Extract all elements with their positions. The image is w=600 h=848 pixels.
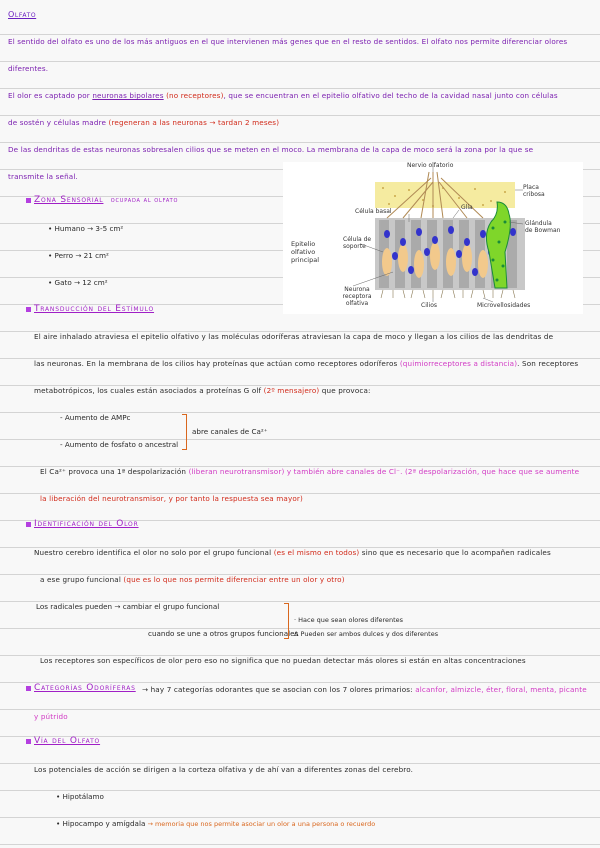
intro-line-4: de sostén y células madre (regeneran a las neuronas → tardan 2 meses) <box>8 118 280 127</box>
section-heading-identificacion: Identificación del Olor <box>34 519 139 529</box>
bracket <box>182 414 187 450</box>
figure-label-glandula: Glándula de Bowman <box>525 220 561 234</box>
intro-line-5: De las dendritas de estas neuronas sobresalen cilios que se meten en el moco. La membrana de la capa de moco será la zona por la que se <box>8 145 534 154</box>
transduction-line-1: El aire inhalado atraviesa el epitelio olfativo y las moléculas odoríferas atraviesan la capa de moco y llegan a los cilios de las dendritas de <box>34 332 554 341</box>
intro-line-6: transmite la señal. <box>8 172 78 181</box>
transduction-line-5: la liberación del neurotransmisor, y por tanto la respuesta sea mayor) <box>40 494 303 503</box>
identification-line-1: Nuestro cerebro identifica el olor no solo por el grupo funcional (es el mismo en todos) sino que es necesario que lo acompañen radicales <box>34 548 551 557</box>
radicales-note-2: Δ Pueden ser ambos dulces y dos diferentes <box>294 630 439 638</box>
bracket-note: abre canales de Ca²⁺ <box>192 427 268 436</box>
figure-label-placa: Placa cribosa <box>523 184 545 198</box>
intro-line-2: diferentes. <box>8 64 49 73</box>
identification-line-2: a ese grupo funcional (que es lo que nos permite diferenciar entre un olor y otro) <box>40 575 345 584</box>
section-bullet <box>26 686 31 691</box>
section-bullet <box>26 307 31 312</box>
list-item-hipotalamo: • Hipotálamo <box>56 792 104 801</box>
intro-line-1: El sentido del olfato es uno de los más antiguos en el que intervienen más genes que en el resto de sentidos. El olfato nos permite diferenciar olores <box>8 37 568 46</box>
figure-label-neurona: Neurona receptora olfativa <box>342 286 372 307</box>
section-heading-via: Vía del Olfato <box>34 736 101 746</box>
section-heading-zona: Zona Sensorial ocupada al olfato <box>34 195 179 205</box>
radicales-note-1: · Hace que sean olores diferentes <box>294 616 404 624</box>
page-title: Olfato <box>8 10 37 19</box>
figure-label-nervio: Nervio olfatorio <box>407 162 454 169</box>
section-bullet <box>26 739 31 744</box>
list-item: • Humano → 3-5 cm² <box>48 224 124 233</box>
categories-line-1: → hay 7 categorías odorantes que se asocian con los 7 olores primarios: alcanfor, almizcle, éter, floral, menta, picante <box>142 685 587 694</box>
via-line-1: Los potenciales de acción se dirigen a la corteza olfativa y de ahí van a diferentes zonas del cerebro. <box>34 765 414 774</box>
radicales-line-1: Los radicales pueden → cambiar el grupo funcional <box>36 602 220 611</box>
figure-label-glia: Glía <box>461 204 473 211</box>
figure-label-epitelio: Epitelio olfativo principal <box>291 240 320 264</box>
figure-label-cilios: Cilios <box>421 302 437 309</box>
transduction-line-2: las neuronas. En la membrana de los cilios hay proteínas que actúan como receptores odoríferos (quimiorreceptores a distancia). Son receptores <box>34 359 579 368</box>
identification-line-3: Los receptores son específicos de olor pero eso no significa que no puedan detectar más olores si están en altas concentraciones <box>40 656 526 665</box>
list-item-hipocampo: • Hipocampo y amígdala → memoria que nos permite asociar un olor a una persona o recuerdo <box>56 819 376 828</box>
bracket <box>284 603 289 639</box>
cribriform-plate <box>375 182 515 208</box>
list-item-ampc: - Aumento de AMPc <box>60 413 131 422</box>
radicales-line-2: cuando se une a otros grupos funcionales <box>148 629 299 638</box>
list-item: • Perro → 21 cm² <box>48 251 109 260</box>
section-heading-categorias: Categorías Odoríferas <box>34 683 136 693</box>
section-bullet <box>26 198 31 203</box>
figure-label-microvellosidades: Microvellosidades <box>477 302 531 309</box>
intro-line-3: El olor es captado por neuronas bipolares (no receptores), que se encuentran en el epitelio olfativo del techo de la cavidad nasal junto con células <box>8 91 558 100</box>
olfactory-epithelium-figure <box>283 162 583 314</box>
figure-label-soporte: Célula de soporte <box>343 236 372 250</box>
transduction-line-4: El Ca²⁺ provoca una 1ª despolarización (liberan neurotransmisor) y también abre canales de Cl⁻. (2ª despolarización, que hace que se aumente <box>40 467 580 476</box>
section-bullet <box>26 522 31 527</box>
categories-line-2: y pútrido <box>34 712 68 721</box>
figure-label-basal: Célula basal <box>355 208 392 215</box>
section-heading-transduccion: Transducción del Estímulo <box>34 304 155 314</box>
list-item: • Gato → 12 cm² <box>48 278 108 287</box>
list-item-fosfato: - Aumento de fosfato o ancestral <box>60 440 179 449</box>
transduction-line-3: metabotrópicos, los cuales están asociados a proteínas G olf (2º mensajero) que provoca: <box>34 386 371 395</box>
